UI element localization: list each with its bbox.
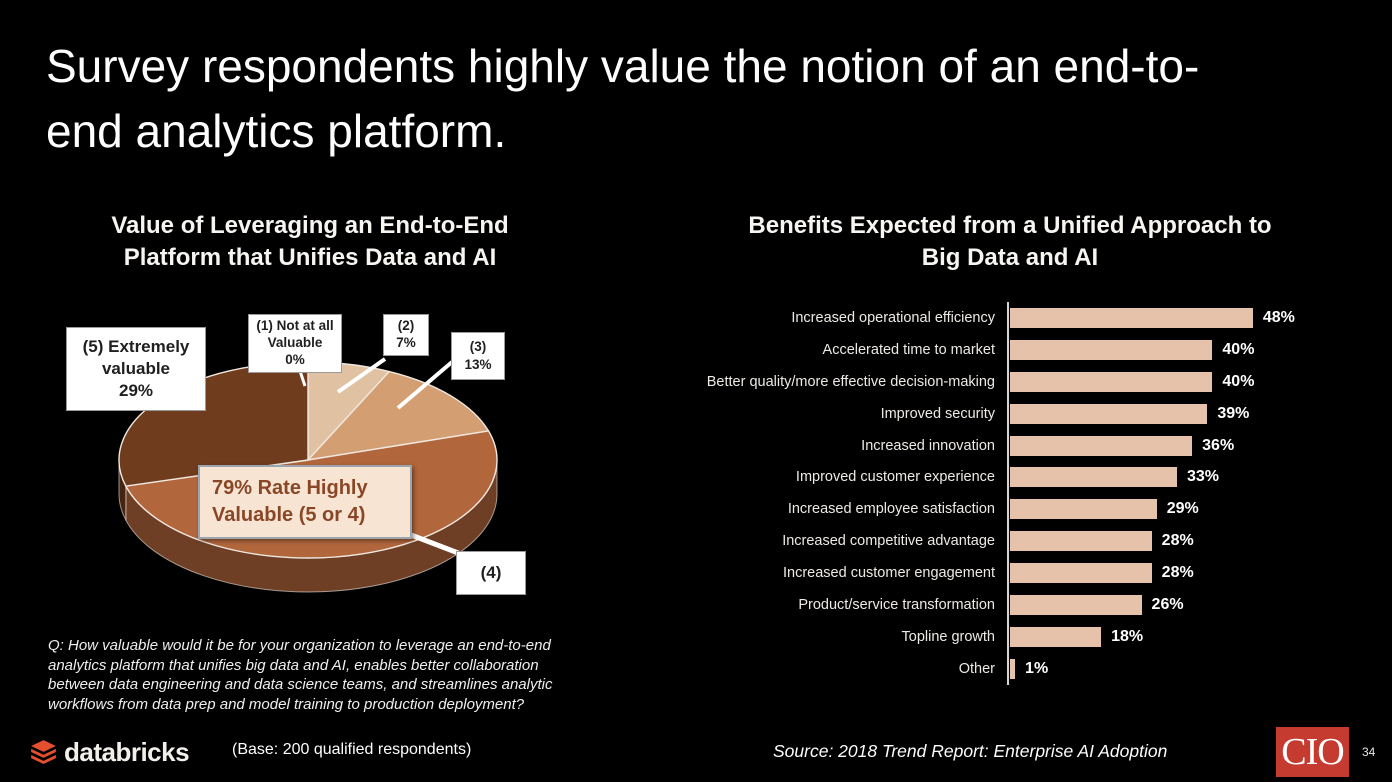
bar [1010,563,1152,583]
bar-track [1007,461,1315,493]
bar [1010,340,1212,360]
bar-category-label: Increased operational efficiency [791,309,995,326]
bar-value-label: 18% [1111,627,1144,645]
bar-category-label: Improved customer experience [795,469,995,486]
bar [1010,372,1212,392]
bar-category-label: Product/service transformation [798,596,995,613]
bar-row [675,461,1315,493]
bar [1010,595,1142,615]
bar-track [1007,525,1315,557]
bar-row [675,493,1315,525]
bar [1010,404,1207,424]
bar-row [675,430,1315,462]
bar-row [675,398,1315,430]
bar-chart [675,302,1315,685]
source-note: Source: 2018 Trend Report: Enterprise AI Adoption [773,741,1168,761]
bar-value-label: 29% [1166,500,1199,518]
bar-category-label: Increased employee satisfaction [787,501,995,518]
bar-category-label: Topline growth [901,628,995,645]
survey-question: Q: How valuable would it be for your organization to leverage an end-to-end analytics platform that unifies big data and AI, enables better collaboration between data engineering and data science teams, and streamlines analytic workflows from data prep and model training to production deployment? [48,637,553,713]
pie-callout-5-label: (5) Extremely valuable [82,337,190,379]
pie-callout-5-value: 29% [118,381,154,401]
bar-track [1007,621,1315,653]
pie-chart-title: Value of Leveraging an End-to-End Platform that Unifies Data and AI [111,212,509,272]
slide-title: Survey respondents highly value the notion of an end-to-end analytics platform. [46,40,1200,158]
bar-value-label: 40% [1222,372,1255,390]
pie-callout-5 [66,327,206,411]
bar-category-label: Increased customer engagement [783,565,995,582]
bar-row [675,366,1315,398]
databricks-icon [30,739,57,766]
bar-track [1007,493,1315,525]
bar-track [1007,366,1315,398]
bar-category-label: Improved security [880,405,995,422]
bar-category-label: Increased innovation [861,437,995,454]
base-note: (Base: 200 qualified respondents) [232,741,472,758]
bar [1010,436,1192,456]
bar [1010,531,1152,551]
bar-track [1007,430,1315,462]
bar-row [675,653,1315,685]
bar-value-label: 33% [1186,468,1219,486]
bar-track [1007,589,1315,621]
databricks-wordmark: databricks [64,737,190,767]
pie-callout-4: (4) [456,551,526,595]
bar-row [675,557,1315,589]
page-number: 34 [1362,745,1376,759]
bar [1010,467,1177,487]
bar-category-label: Increased competitive advantage [782,533,995,550]
bar-row [675,589,1315,621]
bar-category-label: Accelerated time to market [822,341,995,358]
bar [1010,627,1101,647]
bar-value-label: 28% [1161,564,1194,582]
cio-logo-text: CIO [1281,731,1344,773]
bar-row [675,621,1315,653]
bar-category-label: Better quality/more effective decision-making [706,373,995,390]
bar-track [1007,557,1315,589]
bar-value-label: 39% [1217,404,1250,422]
pie-callout-3: (3) 13% [451,332,505,380]
bar-category-label: Other [958,660,995,677]
bar-row [675,302,1315,334]
bar-value-label: 1% [1025,659,1049,677]
bar-track [1007,398,1315,430]
databricks-logo [30,737,189,768]
bar-value-label: 36% [1202,436,1235,454]
bar-value-label: 26% [1151,595,1184,613]
bar [1010,659,1015,679]
cio-logo [1276,727,1349,777]
bar-value-label: 48% [1262,308,1295,326]
pie-callout-1: (1) Not at all Valuable 0% [248,314,342,373]
bar-track [1007,653,1315,685]
bar [1010,499,1157,519]
bar [1010,308,1253,328]
bar-track [1007,334,1315,366]
bar-track [1007,302,1315,334]
bar-value-label: 28% [1161,532,1194,550]
pie-center-callout: 79% Rate Highly Valuable (5 or 4) [198,465,412,539]
bar-value-label: 40% [1222,340,1255,358]
bar-row [675,334,1315,366]
bar-row [675,525,1315,557]
pie-callout-2: (2) 7% [383,314,429,356]
bar-chart-title: Benefits Expected from a Unified Approach to Big Data and AI [748,212,1272,272]
